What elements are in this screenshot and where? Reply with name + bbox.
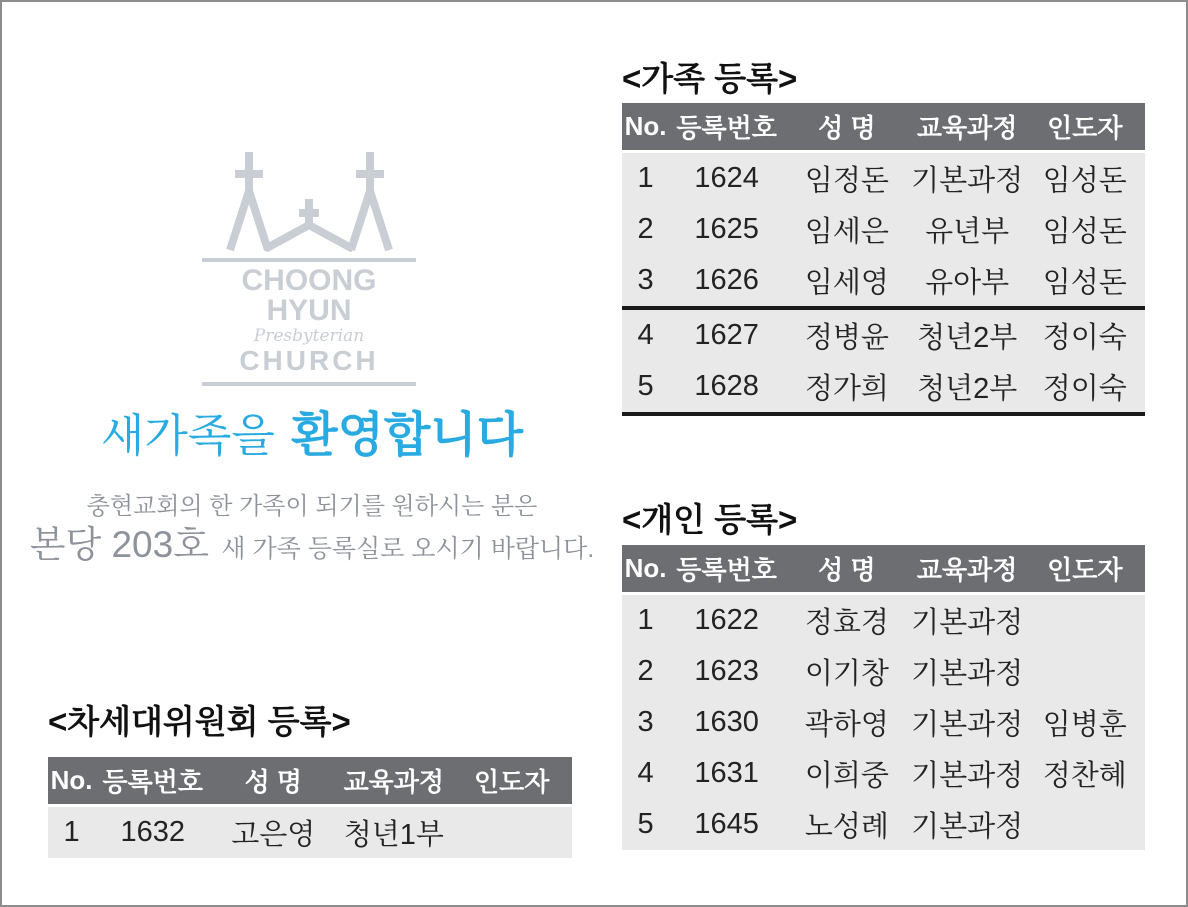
column-header: No. [50, 765, 93, 795]
table-cell: 1630 [694, 706, 759, 738]
table-cell: 1631 [694, 757, 759, 789]
table-cell: 1624 [694, 162, 759, 194]
table-row [622, 153, 1145, 204]
table-body [622, 153, 1145, 416]
table-cell: 1623 [694, 655, 759, 687]
table-cell: 이희중 [804, 760, 889, 792]
individual-registration-table [622, 545, 1145, 850]
table-cell: 1628 [694, 370, 759, 402]
table-cell: 1632 [120, 816, 186, 848]
table-cell: 4 [637, 319, 654, 351]
table-body [622, 595, 1145, 850]
table-row [622, 646, 1145, 697]
family-table-title: <가족 등록> [622, 60, 798, 97]
table-cell: 정가희 [804, 373, 889, 405]
column-header: 인도자 [1047, 555, 1123, 585]
three-crosses-icon [202, 148, 416, 252]
table-row [622, 310, 1145, 361]
table-cell: 1 [637, 162, 654, 194]
table-cell: 정찬혜 [1042, 760, 1127, 792]
table-cell: 유아부 [925, 267, 1010, 299]
logo-church-word: CHURCH [239, 345, 379, 376]
table-cell: 임병훈 [1042, 709, 1127, 741]
table-cell: 정효경 [804, 607, 889, 639]
table-cell: 기본과정 [911, 760, 1024, 792]
family-registration-table [622, 103, 1145, 416]
table-cell: 1627 [694, 319, 759, 351]
table-row [622, 361, 1145, 412]
column-header: 교육과정 [916, 555, 1018, 585]
table-header-row [622, 545, 1145, 592]
column-header: 등록번호 [102, 767, 204, 797]
table-cell: 청년2부 [917, 322, 1018, 354]
row-group [622, 595, 1145, 850]
table-cell: 임세은 [804, 216, 889, 248]
column-header: 인도자 [474, 767, 550, 797]
column-header: 성 명 [818, 113, 876, 143]
table-cell: 기본과정 [911, 709, 1024, 741]
table-cell: 청년1부 [343, 819, 444, 851]
table-cell: 1625 [694, 213, 759, 245]
room-number-emphasis: 본당 203호 [29, 524, 209, 565]
table-cell: 5 [637, 370, 654, 402]
table-cell: 3 [637, 264, 654, 296]
table-cell: 임성돈 [1042, 216, 1127, 248]
church-logo [202, 148, 416, 390]
table-cell: 기본과정 [911, 165, 1024, 197]
column-header: 성 명 [244, 767, 303, 797]
table-cell: 이기창 [804, 658, 889, 690]
logo-rule-top [202, 258, 416, 262]
column-header: 교육과정 [916, 113, 1018, 143]
table-header-row [48, 757, 572, 804]
table-cell: 고은영 [231, 819, 316, 851]
table-cell: 1626 [694, 264, 759, 296]
nextgen-table-title: <차세대위원회 등록> [48, 703, 351, 740]
table-cell: 기본과정 [911, 811, 1024, 843]
welcome-headline-part1: 새가족을 [100, 410, 275, 461]
column-header: 등록번호 [676, 113, 777, 143]
table-cell: 3 [637, 706, 654, 738]
table-cell: 2 [637, 655, 654, 687]
row-group [622, 306, 1145, 412]
column-header: No. [624, 553, 667, 583]
table-row [622, 799, 1145, 850]
welcome-headline [12, 396, 612, 465]
table-row [622, 255, 1145, 306]
table-cell: 1645 [694, 808, 759, 840]
table-cell: 임세영 [804, 267, 889, 299]
table-cell: 임정돈 [804, 165, 889, 197]
column-header: 인도자 [1047, 113, 1123, 143]
table-cell: 임성돈 [1042, 267, 1127, 299]
row-group [622, 153, 1145, 306]
row-group [48, 807, 572, 858]
column-header: 교육과정 [343, 767, 445, 797]
welcome-subtitle-line2 [12, 514, 612, 568]
table-cell: 4 [637, 757, 654, 789]
table-row [622, 697, 1145, 748]
table-cell: 청년2부 [917, 373, 1018, 405]
table-row [622, 204, 1145, 255]
logo-rule-bottom [202, 382, 416, 386]
table-cell: 1 [637, 604, 654, 636]
table-cell: 1 [63, 816, 80, 848]
logo-church-name: CHOONG HYUN [241, 264, 377, 327]
table-cell: 유년부 [925, 216, 1010, 248]
table-cell: 정이숙 [1042, 373, 1127, 405]
table-cell: 2 [637, 213, 654, 245]
individual-table-title: <개인 등록> [622, 501, 798, 538]
table-header-row [622, 103, 1145, 150]
table-cell: 임성돈 [1042, 165, 1127, 197]
table-cell: 곽하영 [804, 709, 889, 741]
table-cell: 정병윤 [804, 322, 889, 354]
nextgen-registration-table [48, 757, 572, 858]
table-cell: 기본과정 [911, 607, 1024, 639]
table-row [622, 748, 1145, 799]
table-row [48, 807, 572, 858]
column-header: No. [624, 111, 667, 141]
welcome-subtitle-line1: 충현교회의 한 가족이 되기를 원하시는 분은 [86, 493, 538, 520]
table-cell: 노성례 [804, 811, 889, 843]
table-row [622, 595, 1145, 646]
table-cell: 1622 [694, 604, 759, 636]
column-header: 등록번호 [676, 555, 777, 585]
logo-denomination: Presbyterian [253, 326, 365, 346]
welcome-headline-part2: 환영합니다 [291, 409, 524, 462]
column-header: 성 명 [818, 555, 876, 585]
table-cell: 기본과정 [911, 658, 1024, 690]
table-cell: 정이숙 [1042, 322, 1127, 354]
table-cell: 5 [637, 808, 654, 840]
table-body [48, 807, 572, 858]
welcome-subtitle-line2-rest: 새 가족 등록실로 오시기 바랍니다. [221, 535, 595, 563]
